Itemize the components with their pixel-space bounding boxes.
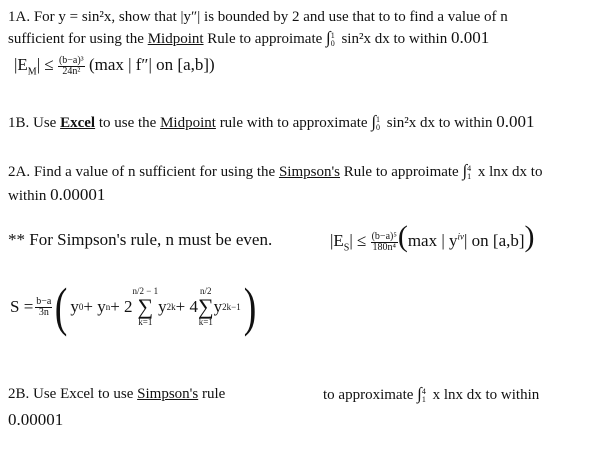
q1a-tolerance: 0.001 [450,28,490,47]
integral-limits [331,32,335,48]
q2b-suffix: rule [198,386,226,402]
error-lhs: |E [14,55,28,74]
q2b-right [323,385,539,404]
integral-sign: ∫ [462,161,468,180]
q2b-tolerance: 0.00001 [8,410,64,429]
error-le: | ≤ [36,55,54,74]
midpoint-link[interactable]: Midpoint [147,31,204,47]
q1b-prefix: 1B. Use [8,115,61,131]
bound-frac-den: 180n⁴ [372,241,396,253]
sum2-top: n/2 [200,286,212,296]
upper-limit: 1 [330,30,335,40]
q2a-tolerance: 0.00001 [50,185,106,204]
simpson-even-note [8,230,272,250]
q1b-line [8,112,535,132]
sum1-top: n/2 − 1 [132,286,159,296]
q2a-prefix: 2A. Find a value of n sufficient for using the [8,164,279,180]
sigma-icon: ∑ [197,294,214,319]
q1a-line2-mid: Rule to approimate [203,31,327,47]
integral-limits [467,165,471,181]
q1a-line1-text: 1A. For y = sin²x, show that |y″| is bounded by 2 and use that to to find a value of n [8,9,508,25]
big-right-paren: ) [243,277,257,337]
fraction-num: (b−a)³ [58,54,84,66]
q2b-right-text: to approximate [323,387,418,403]
plus-yn: + y [83,297,106,316]
q2a-line2-prefix: within [8,188,51,204]
bound-le: | ≤ [349,231,367,250]
simpson-error-bound [330,222,535,258]
sum1-bottom: k=1 [138,317,153,327]
lower-limit: 0 [376,122,380,132]
yn-sub: n [105,302,111,312]
error-fraction [58,56,85,77]
q2b-line1 [8,385,225,403]
q2a-line1 [8,162,542,181]
integral-sign: ∫ [326,28,331,47]
sum2-bottom: k=1 [198,317,213,327]
q1b-tolerance: 0.001 [496,112,535,131]
q2a-line2 [8,185,105,205]
formula-frac-den: 3n [38,306,49,318]
sum-even [133,287,159,327]
q2a-integrand: x lnx dx to [474,164,543,180]
upper-limit: 4 [421,386,426,396]
q2b-line2 [8,410,63,430]
bound-rhs-pre: max | y [407,231,458,250]
q1b-mid2: rule with to approximate [215,115,372,131]
q1a-line1 [8,8,508,26]
q1a-integrand: sin²x dx to within [337,31,451,47]
simpson-link[interactable]: Simpson's [278,164,340,180]
lower-limit: 0 [330,38,335,48]
note-text: ** For Simpson's rule, n must be even. [8,230,273,249]
midpoint-error-formula [14,55,215,82]
plus-2: + 2 [110,297,133,316]
integral-limits [376,116,380,132]
bound-fraction [371,232,398,253]
bound-frac-num: (b−a)⁵ [371,230,397,242]
integral-sign: ∫ [371,112,376,131]
fraction-den: 24n² [62,65,81,77]
error-sub: M [27,66,37,78]
y0-sub: 0 [78,302,84,312]
error-rhs: (max | f″| on [a,b]) [88,55,215,74]
big-left-paren: ( [55,277,68,337]
formula-lhs: S = [10,297,34,316]
q1a-line2 [8,28,489,48]
q1a-line2-text: sufficient for using the [8,31,148,47]
formula-fraction [35,297,52,318]
bound-sub: S [343,242,350,254]
bound-rhs-sup: iv [457,231,464,242]
lower-limit: 1 [421,394,426,404]
integral-limits [422,388,426,404]
y0: y [70,297,79,316]
q2b-integrand: x lnx dx to within [428,387,540,403]
q1b-integrand: sin²x dx to within [383,115,497,131]
simpson-formula [10,272,259,342]
sum-odd [198,287,214,327]
sigma-icon: ∑ [137,294,154,319]
q2b-prefix: 2B. Use Excel to use [8,386,138,402]
plus-4: + 4 [175,297,198,316]
left-paren: ( [397,220,408,253]
formula-frac-num: b−a [36,295,52,307]
sum1-sub: 2k [166,302,176,312]
sum2-sub: 2k−1 [222,302,241,312]
simpson-link-2[interactable]: Simpson's [137,386,199,402]
lower-limit: 1 [467,171,472,181]
sum1-term: y [158,297,167,316]
bound-lhs: |E [330,231,344,250]
midpoint-link-2[interactable]: Midpoint [160,115,216,131]
bound-rhs-post: | on [a,b] [464,231,525,250]
upper-limit: 1 [376,114,380,124]
q1b-mid: to use the [95,115,161,131]
integral-sign: ∫ [417,384,422,403]
upper-limit: 4 [467,163,472,173]
sum2-term: y [213,297,223,316]
excel-link[interactable]: Excel [60,115,96,131]
q2a-mid: Rule to approimate [340,164,463,180]
right-paren: ) [524,220,535,253]
